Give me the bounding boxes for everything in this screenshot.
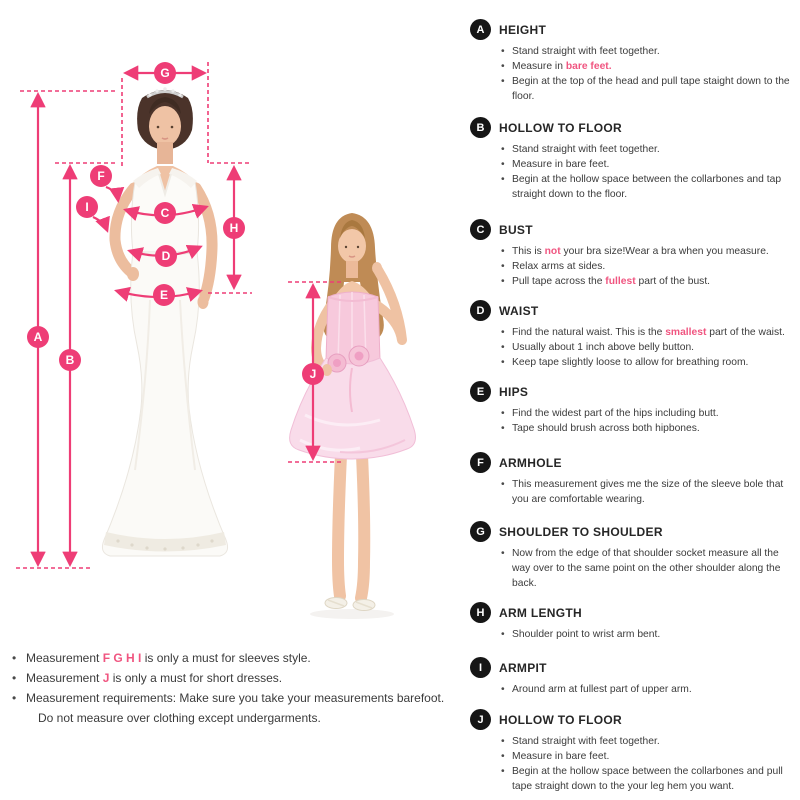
note-line: • Measurement requirements: Make sure you take your measurements barefoot. <box>12 688 464 708</box>
section-header <box>470 381 796 402</box>
marker-armhole: F <box>90 165 112 187</box>
section-title: ARM LENGTH <box>499 605 582 620</box>
bullet-icon: • <box>501 246 505 257</box>
section-header <box>470 521 796 542</box>
instruction-bullet: • Measure in bare feet. <box>501 751 610 762</box>
marker-hollow-to-hem: J <box>302 363 324 385</box>
section-bullets <box>501 325 796 370</box>
instruction-bullet: • Tape should brush across both hipbones. <box>501 423 700 434</box>
section-header <box>470 300 796 321</box>
letter-badge: A <box>470 19 491 40</box>
instruction-section-e <box>470 381 796 436</box>
section-bullets <box>501 477 796 507</box>
bullet-icon: • <box>501 276 505 287</box>
section-header <box>470 219 796 240</box>
section-bullets <box>501 546 796 591</box>
section-title: SHOULDER TO SHOULDER <box>499 524 663 539</box>
section-title: ARMPIT <box>499 660 547 675</box>
section-bullets <box>501 627 796 642</box>
marker-shoulder-to-shoulder: G <box>154 62 176 84</box>
section-bullets <box>501 406 796 436</box>
instruction-bullet: • Stand straight with feet together. <box>501 46 660 57</box>
instruction-section-i <box>470 657 796 697</box>
instruction-section-f <box>470 452 796 507</box>
bullet-icon: • <box>501 629 505 640</box>
bullet-icon: • <box>12 691 17 705</box>
section-title: HOLLOW TO FLOOR <box>499 120 622 135</box>
dashed-guides <box>16 62 344 568</box>
marker-height: A <box>27 326 49 348</box>
section-bullets <box>501 44 796 104</box>
bullet-icon: • <box>12 671 17 685</box>
instruction-bullet: • Stand straight with feet together. <box>501 736 660 747</box>
letter-badge: F <box>470 452 491 473</box>
bullet-icon: • <box>501 548 505 559</box>
bullet-icon: • <box>501 61 505 72</box>
section-header <box>470 117 796 138</box>
section-header <box>470 709 796 730</box>
instruction-bullet: • Keep tape slightly loose to allow for breathing room. <box>501 357 749 368</box>
bullet-icon: • <box>501 751 505 762</box>
bullet-icon: • <box>501 479 505 490</box>
section-title: WAIST <box>499 303 539 318</box>
letter-badge: E <box>470 381 491 402</box>
section-title: BUST <box>499 222 533 237</box>
section-header <box>470 602 796 623</box>
letter-badge: J <box>470 709 491 730</box>
note-line: Do not measure over clothing except undergarments. <box>38 711 321 725</box>
instruction-bullet: • Shoulder point to wrist arm bent. <box>501 629 661 640</box>
measurement-notes <box>12 648 464 728</box>
instruction-bullet: • Measure in bare feet. <box>501 159 610 170</box>
bullet-icon: • <box>501 261 505 272</box>
instruction-bullet: • Stand straight with feet together. <box>501 144 660 155</box>
instruction-bullet: • Begin at the top of the head and pull tape staight down to the floor. <box>501 76 790 102</box>
section-title: HEIGHT <box>499 22 547 37</box>
instruction-section-d <box>470 300 796 370</box>
letter-badge: H <box>470 602 491 623</box>
marker-arm-length: H <box>223 217 245 239</box>
instruction-bullet: • Relax arms at sides. <box>501 261 606 272</box>
instruction-section-j <box>470 709 796 794</box>
bullet-icon: • <box>501 766 505 777</box>
section-title: HIPS <box>499 384 529 399</box>
section-header <box>470 452 796 473</box>
instruction-bullet: • Measure in bare feet. <box>501 61 612 72</box>
instruction-section-h <box>470 602 796 642</box>
note-line: • Measurement F G H I is only a must for sleeves style. <box>12 648 464 668</box>
bullet-icon: • <box>501 159 505 170</box>
bullet-icon: • <box>501 408 505 419</box>
bullet-icon: • <box>501 46 505 57</box>
instruction-section-c <box>470 219 796 289</box>
instruction-bullet: • Now from the edge of that shoulder socket measure all the way over to the same point on the other shoulder along the back. <box>501 548 781 589</box>
bullet-icon: • <box>501 684 505 695</box>
instruction-bullet: • Usually about 1 inch above belly button. <box>501 342 695 353</box>
section-bullets <box>501 142 796 202</box>
bullet-icon: • <box>501 76 505 87</box>
bullet-icon: • <box>12 651 17 665</box>
instruction-bullet: • Around arm at fullest part of upper arm. <box>501 684 692 695</box>
marker-hips: E <box>153 284 175 306</box>
section-header <box>470 19 796 40</box>
letter-badge: I <box>470 657 491 678</box>
section-bullets <box>501 682 796 697</box>
section-bullets <box>501 244 796 289</box>
instruction-section-g <box>470 521 796 591</box>
armpit-arrow-i <box>93 217 107 230</box>
instruction-bullet: • This measurement gives me the size of the sleeve bole that you are comfortable wearing. <box>501 479 784 505</box>
section-title: ARMHOLE <box>499 455 562 470</box>
bullet-icon: • <box>501 144 505 155</box>
bullet-icon: • <box>501 342 505 353</box>
instruction-bullet: • Find the natural waist. This is the smallest part of the waist. <box>501 327 785 338</box>
note-line: • Measurement J is only a must for short dresses. <box>12 668 464 688</box>
instruction-bullet: • Pull tape across the fullest part of the bust. <box>501 276 711 287</box>
section-bullets <box>501 734 796 794</box>
marker-armpit: I <box>76 196 98 218</box>
marker-waist: D <box>155 245 177 267</box>
bullet-icon: • <box>501 327 505 338</box>
instruction-section-b <box>470 117 796 202</box>
marker-hollow-to-floor: B <box>59 349 81 371</box>
letter-badge: C <box>470 219 491 240</box>
instruction-bullet: • Begin at the hollow space between the collarbones and pull tape straight down to the your leg hem you want. <box>501 766 783 792</box>
bullet-icon: • <box>501 357 505 368</box>
letter-badge: B <box>470 117 491 138</box>
instruction-bullet: • This is not your bra size!Wear a bra when you measure. <box>501 246 769 257</box>
section-title: HOLLOW TO FLOOR <box>499 712 622 727</box>
instruction-bullet: • Find the widest part of the hips including butt. <box>501 408 719 419</box>
armhole-arrow-f <box>106 187 118 200</box>
section-header <box>470 657 796 678</box>
bullet-icon: • <box>501 423 505 434</box>
marker-bust: C <box>154 202 176 224</box>
letter-badge: G <box>470 521 491 542</box>
bullet-icon: • <box>501 174 505 185</box>
letter-badge: D <box>470 300 491 321</box>
instruction-section-a <box>470 19 796 104</box>
instruction-bullet: • Begin at the hollow space between the collarbones and tap straight down to the floor. <box>501 174 782 200</box>
bullet-icon: • <box>501 736 505 747</box>
